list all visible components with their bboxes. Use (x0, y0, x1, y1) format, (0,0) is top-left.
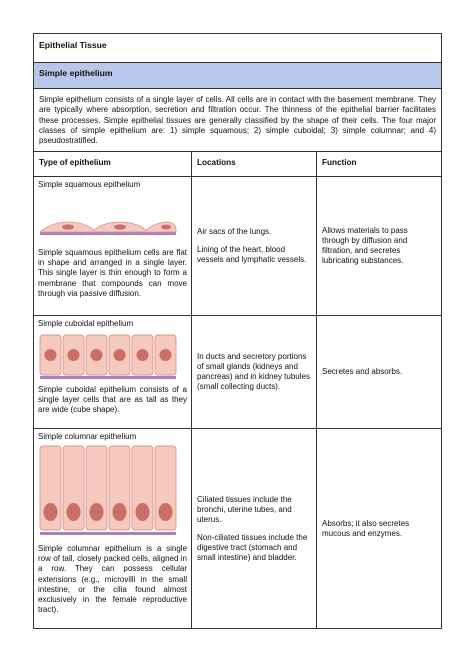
location-text: Lining of the heart, blood vessels and lymphatic vessels. (197, 245, 307, 264)
table-row (34, 177, 442, 316)
section-heading: Simple epithelium (34, 63, 442, 89)
table-row (34, 429, 442, 629)
location-text: Air sacs of the lungs. (197, 227, 272, 236)
cuboidal-illustration (38, 331, 186, 385)
type-description: Simple cuboidal epithelium consists of a single layer cells that are as tall as they are wide (cube shape). (38, 385, 187, 415)
squamous-illustration (38, 192, 186, 248)
type-name: Simple squamous epithelium (38, 180, 141, 189)
type-description: Simple squamous epithelium cells are flat in shape and arranged in a single layer. This single layer is thin enough to form a membrane that compounds can move through via passive diffusion. (38, 248, 187, 298)
columnar-illustration (38, 444, 186, 544)
intro-paragraph: Simple epithelium consists of a single layer of cells. All cells are in contact with the basement membrane. They are typically where absorption, secretion and filtration occur. The thinness of the epithelial barrier facilitates these processes. Simple epithelial tissues are generally classified by the shape of their cells. The four major classes of simple epithelium are: 1) simple squamous; 2) simple cuboidal; 3) simple columnar; and 4) pseudostratified. (34, 89, 442, 152)
document (33, 33, 441, 629)
function-cell: Secretes and absorbs. (317, 316, 442, 429)
type-cell (34, 316, 192, 429)
epithelium-table (33, 33, 442, 629)
locations-cell (192, 316, 317, 429)
function-cell: Allows materials to pass through by diffusion and filtration, and secretes lubricating substances. (317, 177, 442, 316)
header-locations: Locations (192, 152, 317, 177)
type-name: Simple columnar epithelium (38, 432, 137, 441)
table-row (34, 316, 442, 429)
table-header-row (34, 152, 442, 177)
function-cell: Absorbs; it also secretes mucous and enzymes. (317, 429, 442, 629)
header-type: Type of epithelium (34, 152, 192, 177)
type-cell (34, 177, 192, 316)
location-text: In ducts and secretory portions of small glands (kidneys and pancreas) and in kidney tubules (small collecting ducts). (197, 352, 310, 391)
locations-cell (192, 429, 317, 629)
location-text: Ciliated tissues include the bronchi, uterine tubes, and uterus. (197, 494, 292, 524)
locations-cell (192, 177, 317, 316)
location-text: Non-ciliated tissues include the digestive tract (stomach and small intestine) and bladder. (197, 532, 308, 562)
type-description: Simple columnar epithelium is a single row of tall, closely packed cells, aligned in a row. They can possess cellular extensions (e.g., microvilli in the small intestine, or the cilia found almost exclusively in the female reproductive tract). (38, 544, 187, 615)
document-title: Epithelial Tissue (34, 34, 442, 63)
type-name: Simple cuboidal epithelium (38, 319, 134, 328)
type-cell (34, 429, 192, 629)
header-function: Function (317, 152, 442, 177)
